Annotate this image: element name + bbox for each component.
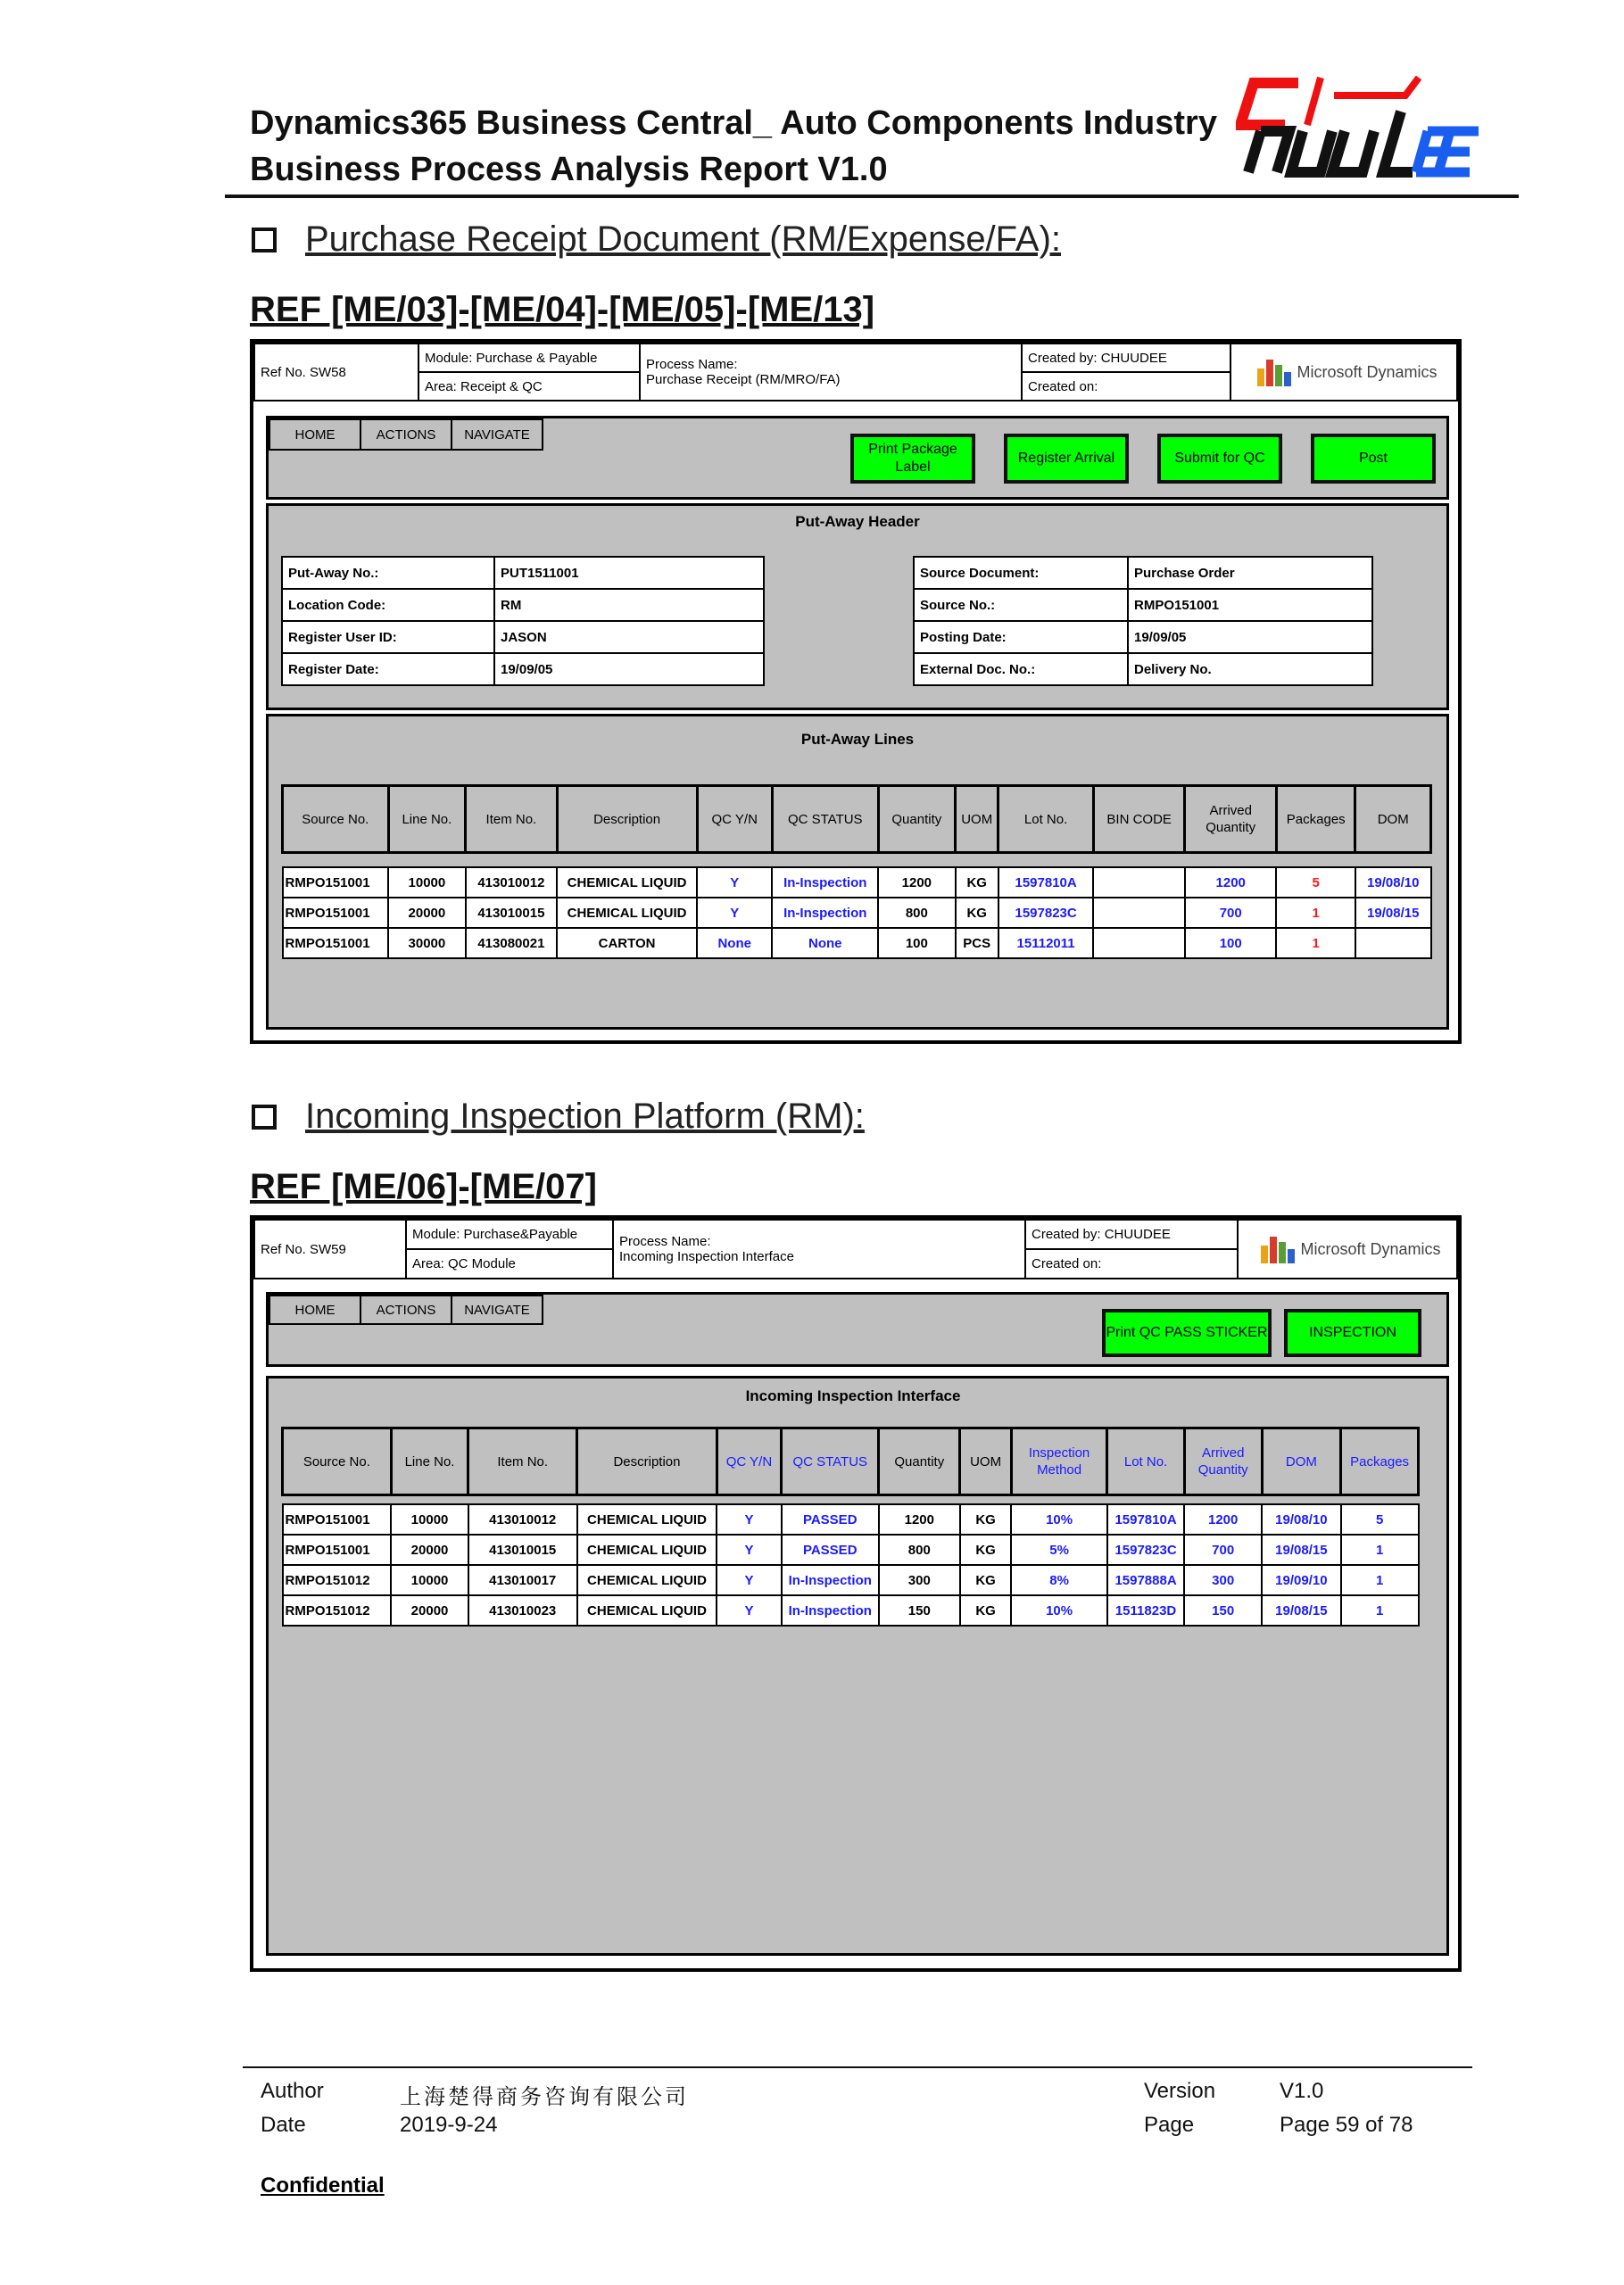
table-row[interactable] (283, 1595, 1419, 1626)
table-header-row (283, 786, 1431, 853)
table-cell: 1597823C (998, 898, 1094, 928)
col-lot-no[interactable]: Lot No. (998, 786, 1094, 853)
table-row[interactable] (283, 928, 1431, 958)
created-on-field: Created on: (1024, 1248, 1239, 1279)
col-uom[interactable]: UOM (960, 1428, 1012, 1495)
table-cell: 1597823C (1107, 1535, 1185, 1565)
table-cell: In-Inspection (782, 1565, 879, 1595)
tab-actions[interactable]: ACTIONS (360, 1295, 452, 1325)
table-cell (1093, 867, 1185, 898)
section2-ref: REF [ME/06]-[ME/07] (250, 1167, 597, 1206)
author-label: Author (261, 2079, 324, 2103)
table-cell (1093, 928, 1185, 958)
table-cell: KG (960, 1565, 1012, 1595)
col-uom[interactable]: UOM (956, 786, 998, 853)
col-line-no[interactable]: Line No. (391, 1428, 468, 1495)
process-name-label: Process Name: (646, 357, 738, 372)
ref-no: Ref No. SW58 (253, 343, 419, 402)
table-cell: 5 (1276, 867, 1355, 898)
area-field: Area: QC Module (405, 1248, 614, 1279)
tab-home[interactable]: HOME (269, 1295, 361, 1325)
put-away-lines-title: Put-Away Lines (800, 731, 915, 748)
module-field: Module: Purchase & Payable (418, 343, 641, 373)
date-label: Date (261, 2113, 306, 2137)
table-cell: 20000 (388, 898, 465, 928)
col-packages[interactable]: Packages (1276, 786, 1355, 853)
table-cell: In-Inspection (782, 1595, 879, 1626)
table-cell: 5 (1341, 1504, 1419, 1535)
process-name-label: Process Name: (619, 1234, 711, 1249)
table-cell: KG (960, 1504, 1012, 1535)
ms-dynamics-text: Microsoft Dynamics (1297, 362, 1438, 381)
external-doc-no-label: External Doc. No.: (913, 652, 1129, 686)
col-source-no[interactable]: Source No. (283, 786, 389, 853)
register-date-label: Register Date: (281, 652, 495, 686)
col-quantity[interactable]: Quantity (879, 1428, 960, 1495)
table-cell: PASSED (782, 1535, 879, 1565)
section-checkbox[interactable] (252, 1105, 277, 1130)
table-cell: KG (956, 867, 998, 898)
table-cell: Y (717, 1595, 781, 1626)
table-cell: 5% (1011, 1535, 1106, 1565)
col-description[interactable]: Description (557, 786, 697, 853)
col-bin-code[interactable]: BIN CODE (1093, 786, 1185, 853)
location-code-value[interactable]: RM (493, 588, 765, 622)
submit-for-qc-button[interactable]: Submit for QC (1157, 434, 1282, 484)
location-code-label: Location Code: (281, 588, 495, 622)
module-field: Module: Purchase&Payable (405, 1219, 614, 1250)
table-cell: 413010017 (468, 1565, 577, 1595)
table-cell: 19/08/10 (1262, 1504, 1341, 1535)
document-title-line1: Dynamics365 Business Central_ Auto Components Industry (250, 104, 1217, 142)
put-away-no-label: Put-Away No.: (281, 556, 495, 590)
col-source-no[interactable]: Source No. (283, 1428, 392, 1495)
table-cell: CHEMICAL LIQUID (557, 867, 697, 898)
table-cell: 700 (1185, 898, 1277, 928)
col-description[interactable]: Description (577, 1428, 717, 1495)
section-checkbox[interactable] (252, 228, 277, 253)
col-qc-yn[interactable]: QC Y/N (717, 1428, 781, 1495)
date-value: 2019-9-24 (400, 2113, 498, 2137)
register-date-value[interactable]: 19/09/05 (493, 652, 765, 686)
table-cell: 15112011 (998, 928, 1094, 958)
put-away-no-value[interactable]: PUT1511001 (493, 556, 765, 590)
area-field: Area: Receipt & QC (418, 371, 641, 402)
document-title (250, 100, 1217, 193)
table-cell: 1511823D (1107, 1595, 1185, 1626)
table-cell: 1 (1276, 898, 1355, 928)
table-row[interactable] (283, 1535, 1419, 1565)
footer-rule (243, 2066, 1472, 2068)
table-cell: None (697, 928, 772, 958)
table-cell: PCS (956, 928, 998, 958)
table-cell: KG (960, 1595, 1012, 1626)
table-cell: 413010015 (468, 1535, 577, 1565)
incoming-inspection-table (281, 1427, 1420, 1627)
table-cell: 10000 (391, 1565, 468, 1595)
table-cell: RMPO151012 (283, 1595, 392, 1626)
col-quantity[interactable]: Quantity (878, 786, 955, 853)
col-dom[interactable]: DOM (1262, 1428, 1341, 1495)
table-cell: 10000 (391, 1504, 468, 1535)
table-cell: CHEMICAL LIQUID (577, 1504, 717, 1535)
table-cell: 413080021 (466, 928, 558, 958)
col-arrived-quantity[interactable]: Arrived Quantity (1185, 786, 1277, 853)
table-cell: 20000 (391, 1535, 468, 1565)
source-no-label: Source No.: (913, 588, 1129, 622)
table-cell: CHEMICAL LIQUID (577, 1595, 717, 1626)
table-cell: RMPO151001 (283, 898, 389, 928)
table-cell: 150 (879, 1595, 960, 1626)
source-no-value[interactable]: RMPO151001 (1127, 588, 1373, 622)
col-item-no[interactable]: Item No. (468, 1428, 577, 1495)
post-button[interactable]: Post (1311, 434, 1436, 484)
external-doc-no-value[interactable]: Delivery No. (1127, 652, 1373, 686)
table-row[interactable] (283, 867, 1431, 898)
document-title-line2: Business Process Analysis Report V1.0 (250, 151, 888, 188)
table-cell: 800 (878, 898, 955, 928)
tab-navigate[interactable]: NAVIGATE (451, 418, 543, 451)
version-value: V1.0 (1280, 2079, 1324, 2103)
section1-title: Purchase Receipt Document (RM/Expense/FA): (305, 219, 1062, 259)
table-cell: 1597888A (1107, 1565, 1185, 1595)
table-cell: RMPO151001 (283, 928, 389, 958)
ref-no: Ref No. SW59 (253, 1219, 407, 1279)
section2-title: Incoming Inspection Platform (RM): (305, 1097, 865, 1136)
ms-dynamics-text: Microsoft Dynamics (1300, 1239, 1441, 1258)
table-cell: 413010023 (468, 1595, 577, 1626)
table-cell: Y (697, 898, 772, 928)
table-cell: 10% (1011, 1504, 1106, 1535)
table-cell: 413010015 (466, 898, 558, 928)
page-label: Page (1144, 2113, 1195, 2137)
col-packages[interactable]: Packages (1341, 1428, 1419, 1495)
col-dom[interactable]: DOM (1355, 786, 1431, 853)
print-qc-pass-sticker-button[interactable]: Print QC PASS STICKER (1102, 1309, 1272, 1357)
table-row[interactable] (283, 1565, 1419, 1595)
ms-dynamics-icon (1255, 356, 1293, 388)
table-cell: In-Inspection (772, 867, 878, 898)
incoming-inspection-title: Incoming Inspection Interface (745, 1387, 961, 1404)
col-arrived-quantity[interactable]: Arrived Quantity (1184, 1428, 1262, 1495)
section1-ref: REF [ME/03]-[ME/04]-[ME/05]-[ME/13] (250, 290, 875, 329)
table-cell: None (772, 928, 878, 958)
table-cell: 8% (1011, 1565, 1106, 1595)
process-name-field (612, 1219, 1026, 1279)
created-by-field: Created by: CHUUDEE (1024, 1219, 1239, 1250)
table-cell: KG (956, 898, 998, 928)
table-cell: 100 (1185, 928, 1277, 958)
table-cell: KG (960, 1535, 1012, 1565)
action-bar (266, 416, 1449, 500)
register-user-id-label: Register User ID: (281, 620, 495, 654)
page-number: Page 59 of 78 (1280, 2113, 1413, 2137)
table-cell: 1200 (1184, 1504, 1262, 1535)
table-cell: 150 (1184, 1595, 1262, 1626)
table-cell: CARTON (557, 928, 697, 958)
col-line-no[interactable]: Line No. (388, 786, 465, 853)
source-document-label: Source Document: (913, 556, 1129, 590)
table-cell: 1 (1341, 1535, 1419, 1565)
table-cell: 1597810A (1107, 1504, 1185, 1535)
incoming-inspection-panel (266, 1376, 1449, 1956)
table-cell (1355, 928, 1431, 958)
process-name-value: Incoming Inspection Interface (619, 1249, 794, 1264)
tab-home[interactable]: HOME (269, 418, 361, 451)
table-cell: RMPO151001 (283, 1535, 392, 1565)
ms-dynamics-logo-box (1237, 1219, 1458, 1279)
table-cell: PASSED (782, 1504, 879, 1535)
posting-date-label: Posting Date: (913, 620, 1129, 654)
table-cell: 413010012 (466, 867, 558, 898)
table-cell: CHEMICAL LIQUID (577, 1535, 717, 1565)
table-cell: 20000 (391, 1595, 468, 1626)
table-cell: 1 (1341, 1595, 1419, 1626)
source-document-value[interactable]: Purchase Order (1127, 556, 1373, 590)
table-cell: 1 (1276, 928, 1355, 958)
version-label: Version (1144, 2079, 1216, 2103)
confidential-label: Confidential (261, 2173, 385, 2198)
table-cell: Y (717, 1535, 781, 1565)
action-bar (266, 1292, 1449, 1367)
table-cell: 1200 (878, 867, 955, 898)
process-name-value: Purchase Receipt (RM/MRO/FA) (646, 372, 841, 387)
col-lot-no[interactable]: Lot No. (1107, 1428, 1185, 1495)
put-away-header-panel (266, 503, 1449, 710)
table-cell: 413010012 (468, 1504, 577, 1535)
table-cell: 30000 (388, 928, 465, 958)
table-cell: 1200 (1185, 867, 1277, 898)
col-qc-status[interactable]: QC STATUS (772, 786, 878, 853)
table-cell: In-Inspection (772, 898, 878, 928)
table-cell: 10% (1011, 1595, 1106, 1626)
table-cell: 800 (879, 1535, 960, 1565)
table-header-row (283, 1428, 1419, 1495)
table-cell: 100 (878, 928, 955, 958)
table-cell: Y (717, 1565, 781, 1595)
posting-date-value[interactable]: 19/09/05 (1127, 620, 1373, 654)
table-cell: 700 (1184, 1535, 1262, 1565)
table-row[interactable] (283, 1504, 1419, 1535)
table-row[interactable] (283, 898, 1431, 928)
table-cell: 19/08/15 (1262, 1595, 1341, 1626)
table-cell: 300 (1184, 1565, 1262, 1595)
col-item-no[interactable]: Item No. (466, 786, 558, 853)
table-cell: Y (697, 867, 772, 898)
table-cell: Y (717, 1504, 781, 1535)
col-inspection-method[interactable]: Inspection Method (1011, 1428, 1106, 1495)
table-cell: CHEMICAL LIQUID (577, 1565, 717, 1595)
table-cell: 10000 (388, 867, 465, 898)
table-cell: 300 (879, 1565, 960, 1595)
table-cell (1093, 898, 1185, 928)
inspection-button[interactable]: INSPECTION (1284, 1309, 1421, 1357)
table-cell: 19/09/10 (1262, 1565, 1341, 1595)
incoming-inspection-form (250, 1215, 1462, 1972)
table-cell: 1 (1341, 1565, 1419, 1595)
print-package-label-button[interactable]: Print Package Label (850, 434, 975, 484)
created-on-field: Created on: (1021, 371, 1231, 402)
tab-actions[interactable]: ACTIONS (360, 418, 452, 451)
author-value: 上海楚得商务咨询有限公司 (400, 2085, 689, 2109)
created-by-field: Created by: CHUUDEE (1021, 343, 1231, 373)
header-rule (225, 195, 1519, 198)
table-cell: CHEMICAL LIQUID (557, 898, 697, 928)
register-arrival-button[interactable]: Register Arrival (1004, 434, 1129, 484)
col-qc-yn[interactable]: QC Y/N (697, 786, 772, 853)
ms-dynamics-logo-box (1230, 343, 1458, 402)
table-cell: RMPO151012 (283, 1565, 392, 1595)
put-away-lines-table (281, 784, 1432, 959)
ms-dynamics-icon (1259, 1233, 1297, 1265)
col-qc-status[interactable]: QC STATUS (782, 1428, 879, 1495)
table-cell: 19/08/10 (1355, 867, 1431, 898)
chuudee-logo (1236, 76, 1481, 178)
put-away-lines-panel (266, 714, 1449, 1030)
table-cell: RMPO151001 (283, 867, 389, 898)
register-user-id-value[interactable]: JASON (493, 620, 765, 654)
table-cell: 19/08/15 (1262, 1535, 1341, 1565)
put-away-header-title: Put-Away Header (795, 513, 920, 530)
table-cell: 19/08/15 (1355, 898, 1431, 928)
table-cell: RMPO151001 (283, 1504, 392, 1535)
table-cell: 1200 (879, 1504, 960, 1535)
process-name-field (639, 343, 1023, 402)
purchase-receipt-form (250, 339, 1462, 1044)
table-cell: 1597810A (998, 867, 1094, 898)
tab-navigate[interactable]: NAVIGATE (451, 1295, 543, 1325)
